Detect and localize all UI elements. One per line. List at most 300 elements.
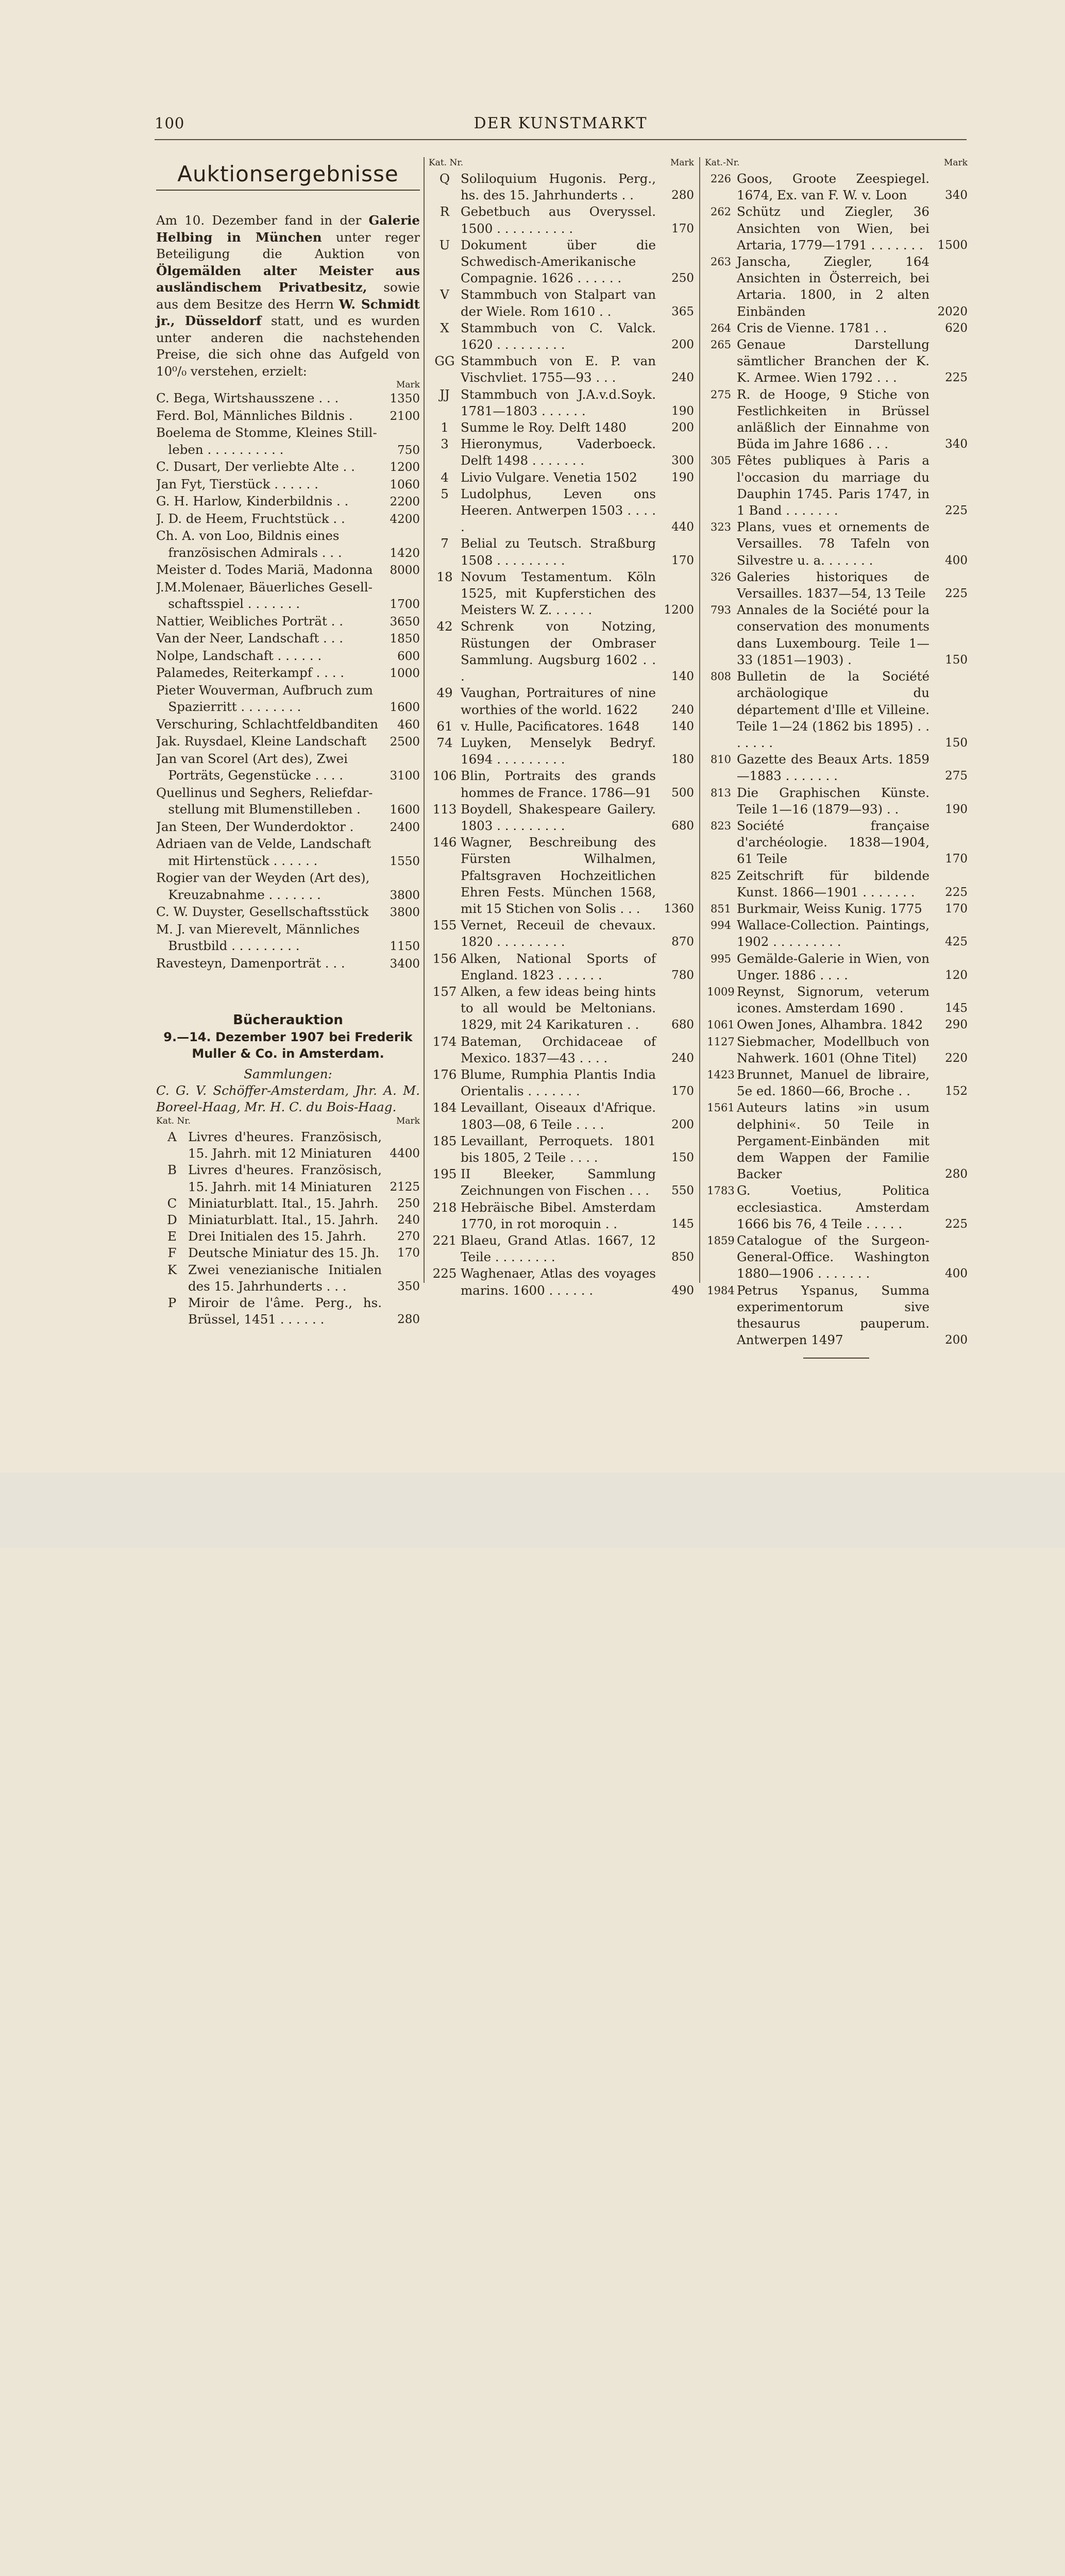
catalog-entry [705, 868, 968, 901]
catalog-entry [705, 984, 968, 1016]
artwork-title: schaftsspiel . . . . . . . [156, 596, 300, 611]
catalog-entry [429, 320, 694, 353]
mark-label: Mark [396, 1116, 420, 1126]
catalog-number: 275 [710, 388, 732, 401]
catalog-number: 174 [432, 1033, 457, 1049]
catalog-number: 18 [436, 569, 453, 584]
artwork-title: G. H. Harlow, Kinderbildnis . . [156, 494, 349, 509]
catalog-entry [429, 569, 694, 619]
catalog-number: 823 [710, 819, 732, 832]
price: 350 [397, 1279, 420, 1293]
catalog-entry [429, 768, 694, 801]
entry-description: Levaillant, Oiseaux d'Afrique. 1803—08, 6 Teile . . . . [461, 1100, 656, 1132]
intro-segment: Galerie Helbing in München [156, 213, 420, 245]
price: 1850 [390, 632, 420, 646]
catalog-entry [429, 801, 694, 834]
price-line [156, 870, 420, 887]
catalog-number: 1859 [707, 1234, 735, 1247]
price: 2200 [390, 495, 420, 509]
price: 1500 [937, 238, 968, 252]
price: 200 [945, 1333, 968, 1347]
catalog-number: X [440, 320, 449, 335]
price-line [156, 733, 420, 751]
entry-description: II Bleeker, Sammlung Zeichnungen von Fischen . . . [461, 1166, 656, 1198]
catalog-entry [429, 685, 694, 718]
catalog-entry [429, 1232, 694, 1265]
entry-description: Livio Vulgare. Venetia 1502 [461, 469, 637, 485]
artwork-title: Van der Neer, Landschaft . . . [156, 631, 343, 646]
catalog-entry [705, 569, 968, 602]
artwork-title: französischen Admirals . . . [156, 545, 342, 560]
entry-description: Belial zu Teutsch. Straßburg 1508 . . . . . . . . . [461, 536, 656, 568]
price: 1150 [390, 940, 420, 953]
artwork-title: leben . . . . . . . . . . [156, 442, 284, 457]
entry-description: Bateman, Orchidaceae of Mexico. 1837—43 . . . . [461, 1033, 656, 1065]
entry-description: Miroir de l'âme. Perg., hs. Brüssel, 1451 . . . . . . [188, 1295, 382, 1327]
catalog-number: 156 [432, 951, 457, 966]
price: 2500 [390, 735, 420, 749]
catalog-number: 155 [432, 918, 457, 933]
price: 2125 [390, 1180, 420, 1194]
end-rule [803, 1358, 869, 1359]
price-line [156, 442, 420, 459]
entry-description: Die Graphischen Künste. Teile 1—16 (1879—93) . . [737, 785, 929, 817]
intro-segment: W. Schmidt jr., Düsseldorf [156, 296, 420, 328]
entry-description: Zwei venezianische Initialen des 15. Jahrhunderts . . . [188, 1262, 382, 1294]
catalog-entries [705, 171, 968, 1348]
intro-segment: statt, und es wurden unter anderen die nachstehenden Preise, die sich ohne das Aufgeld von 10⁰/₀ verstehen, erzielt: [156, 313, 420, 379]
catalog-entry [705, 452, 968, 519]
catalog-number: 74 [436, 735, 453, 750]
price: 140 [671, 719, 694, 733]
catalog-entry [705, 1016, 968, 1033]
journal-title: DER KUNSTMARKT [474, 114, 648, 132]
price: 120 [945, 968, 968, 982]
catalog-entry [705, 917, 968, 950]
catalog-number: 1423 [707, 1068, 735, 1081]
entry-description: Stammbuch von C. Valck. 1620 . . . . . . . . . [461, 320, 656, 352]
entry-description: Owen Jones, Alhambra. 1842 [737, 1017, 923, 1032]
catalog-entry [429, 353, 694, 386]
artwork-title: mit Hirtenstück . . . . . . [156, 853, 318, 868]
catalog-number: 1009 [707, 985, 735, 998]
catalog-number: B [167, 1162, 177, 1178]
catalog-number: 221 [432, 1233, 457, 1248]
price: 3800 [390, 888, 420, 902]
artwork-title: Adriaen van de Velde, Landschaft [156, 836, 371, 851]
price: 170 [671, 1084, 694, 1098]
catalog-entry [705, 785, 968, 818]
catalog-number: 1 [441, 420, 449, 435]
catalog-number: 3 [441, 436, 449, 452]
catalog-number: V [440, 287, 449, 302]
price: 220 [945, 1051, 968, 1065]
price: 180 [671, 753, 694, 767]
column-1 [156, 161, 420, 1328]
entry-description: Stammbuch von J.A.v.d.Soyk. 1781—1803 . . . . . . [461, 386, 656, 418]
catalog-number: 994 [710, 919, 732, 932]
price-line [156, 511, 420, 528]
catalog-number: 808 [710, 670, 732, 683]
price: 280 [397, 1313, 420, 1327]
catalog-entry [705, 818, 968, 868]
catalog-entry [705, 1033, 968, 1066]
catalog-number: 793 [710, 604, 732, 617]
entry-description: Livres d'heures. Französisch, 15. Jahrh. mit 12 Miniaturen [188, 1129, 382, 1161]
price: 150 [671, 1150, 694, 1164]
price-line [156, 716, 420, 734]
price: 1420 [390, 546, 420, 560]
price-line [156, 630, 420, 648]
entry-description: Drei Initialen des 15. Jahrh. [188, 1229, 366, 1244]
catalog-number: 1561 [707, 1101, 735, 1114]
price: 280 [671, 189, 694, 202]
price: 240 [671, 1051, 694, 1065]
price-line [156, 921, 420, 938]
artwork-title: Boelema de Stomme, Kleines Still- [156, 425, 377, 440]
catalog-entry [429, 469, 694, 486]
catalog-number: 1984 [707, 1284, 735, 1297]
entry-description: Fêtes publiques à Paris a l'occasion du marriage du Dauphin 1745. Paris 1747, in 1 Band . . . . . . . [737, 453, 929, 518]
price: 170 [945, 902, 968, 916]
price: 140 [671, 670, 694, 684]
price: 1350 [390, 392, 420, 405]
artwork-title: J.M.Molenaer, Bäuerliches Gesell- [156, 579, 373, 595]
price: 3800 [390, 906, 420, 919]
price: 225 [945, 371, 968, 385]
entry-description: Wagner, Beschreibung des Fürsten Wilhalmen, Pfaltsgraven Hochzeitlichen Ehren Fests. München 1568, mit 15 Stichen von Solis . . . [461, 835, 656, 916]
artwork-title: Nolpe, Landschaft . . . . . . [156, 648, 322, 663]
artwork-title: Meister d. Todes Mariä, Madonna [156, 562, 373, 577]
catalog-number: 226 [710, 173, 732, 185]
artwork-title: M. J. van Mierevelt, Männliches [156, 921, 360, 937]
catalog-entry [705, 602, 968, 668]
entry-description: Stammbuch von Stalpart van der Wiele. Rom 1610 . . [461, 287, 656, 319]
entry-description: Gazette des Beaux Arts. 1859—1883 . . . . . . . [737, 752, 929, 784]
catalog-number: 218 [432, 1199, 457, 1215]
collections-label: Sammlungen: [244, 1066, 332, 1081]
column-3 [705, 157, 968, 1359]
price: 2020 [937, 304, 968, 318]
price-line [156, 596, 420, 613]
catalog-entry [705, 1232, 968, 1282]
catalog-number: 810 [710, 753, 732, 766]
catalog-entry [705, 171, 968, 204]
catalog-entry [705, 1099, 968, 1182]
price: 145 [671, 1217, 694, 1231]
price: 225 [945, 1217, 968, 1231]
entry-description: Alken, National Sports of England. 1823 . . . . . . [461, 951, 656, 982]
price: 1700 [390, 598, 420, 611]
price-line [156, 819, 420, 836]
artwork-title: C. Bega, Wirtshausszene . . . [156, 391, 339, 405]
price-line [156, 579, 420, 596]
price: 490 [671, 1283, 694, 1297]
kat-nr-label: Kat. Nr. [429, 158, 464, 168]
price: 190 [671, 404, 694, 418]
artwork-title: Jak. Ruysdael, Kleine Landschaft [156, 734, 367, 749]
catalog-entry [705, 951, 968, 984]
price: 225 [945, 587, 968, 601]
catalog-entry [156, 1245, 420, 1261]
catalog-number: 7 [441, 536, 449, 551]
catalog-number: 184 [432, 1100, 457, 1115]
price: 1600 [390, 803, 420, 817]
catalog-number: E [167, 1229, 177, 1244]
entry-description: Annales de la Société pour la conservation des monuments dans Luxembourg. Teile 1—33 (1851—1903) . [737, 602, 929, 667]
price-line [156, 938, 420, 955]
entry-description: Burkmair, Weiss Kunig. 1775 [737, 901, 922, 916]
entry-description: Deutsche Miniatur des 15. Jh. [188, 1245, 380, 1261]
price: 200 [671, 421, 694, 435]
price: 3400 [390, 957, 420, 971]
catalog-entry [429, 286, 694, 319]
catalog-entry [429, 237, 694, 287]
entry-description: Gebetbuch aus Overyssel. 1500 . . . . . . . . . . [461, 204, 656, 236]
entry-description: Boydell, Shakespeare Gailery. 1803 . . . . . . . . . [461, 801, 656, 833]
catalog-number: 5 [441, 486, 449, 501]
catalog-number: 42 [436, 619, 453, 634]
catalog-entry [429, 486, 694, 536]
catalog-number: 262 [710, 206, 732, 218]
running-header [155, 111, 967, 138]
catalog-number: Q [439, 171, 450, 186]
price: 3100 [390, 769, 420, 783]
entry-description: Summe le Roy. Delft 1480 [461, 420, 627, 435]
price: 750 [397, 443, 420, 457]
price-line [156, 425, 420, 442]
entry-description: Hieronymus, Vaderboeck. Delft 1498 . . . . . . . [461, 436, 656, 468]
header-rule [155, 139, 967, 140]
price-line [156, 801, 420, 819]
section-title: Auktionsergebnisse [156, 161, 420, 191]
artwork-title: C. W. Duyster, Gesellschaftsstück [156, 904, 369, 919]
catalog-number: JJ [439, 386, 450, 402]
entry-description: Alken, a few ideas being hints to all would be Meltonians. 1829, mit 24 Karikaturen . . [461, 984, 656, 1032]
catalog-number: 185 [432, 1133, 457, 1148]
price: 1600 [390, 701, 420, 714]
catalog-entry [705, 668, 968, 751]
artwork-title: J. D. de Heem, Fruchtstück . . [156, 511, 345, 526]
catalog-entry [429, 419, 694, 436]
price-line [156, 665, 420, 682]
viewer-footer [0, 1472, 1065, 1548]
catalog-number: 263 [710, 256, 732, 268]
catalog-number: 4 [441, 469, 449, 485]
entry-description: Catalogue of the Surgeon-General-Office. Washington 1880—1906 . . . . . . . [737, 1233, 929, 1281]
entry-description: Plans, vues et ornements de Versailles. 78 Tafeln von Silvestre u. a. . . . . . . [737, 519, 929, 568]
price: 425 [945, 935, 968, 949]
entry-description: Levaillant, Perroquets. 1801 bis 1805, 2 Teile . . . . [461, 1133, 656, 1165]
catalog-entry [429, 984, 694, 1033]
entry-description: Miniaturblatt. Ital., 15. Jahrh. [188, 1195, 379, 1211]
entry-description: Wallace-Collection. Paintings, 1902 . . . . . . . . . [737, 918, 929, 950]
catalog-entry [429, 535, 694, 568]
price: 1550 [390, 854, 420, 868]
price: 2100 [390, 409, 420, 423]
price-line [156, 767, 420, 785]
entry-description: R. de Hooge, 9 Stiche von Festlichkeiten in Brüssel anläßlich der Einnahme von Büda im Jahre 1686 . . . [737, 386, 929, 452]
entry-description: Reynst, Signorum, veterum icones. Amsterdam 1690 . [737, 984, 929, 1016]
price: 300 [671, 454, 694, 468]
catalog-entry [705, 519, 968, 569]
entry-description: Genaue Darstellung sämtlicher Branchen der K. K. Armee. Wien 1792 . . . [737, 337, 929, 385]
artwork-title: Jan van Scorel (Art des), Zwei [156, 751, 348, 766]
price: 600 [397, 649, 420, 663]
catalog-entry [705, 901, 968, 917]
price-line [156, 751, 420, 768]
artwork-title: Porträts, Gegenstücke . . . . [156, 768, 344, 783]
price: 680 [671, 819, 694, 833]
price: 500 [671, 786, 694, 800]
book-auction-heading: Bücherauktion [233, 1012, 343, 1028]
entry-description: Siebmacher, Modellbuch von Nahwerk. 1601 (Ohne Titel) [737, 1033, 929, 1065]
catalog-number: R [439, 204, 450, 219]
catalog-entry [429, 1199, 694, 1232]
price: 680 [671, 1018, 694, 1032]
price: 850 [671, 1250, 694, 1264]
price: 440 [671, 520, 694, 534]
catalog-entry [429, 1133, 694, 1166]
intro-segment: Ölgemälden alter Meister aus ausländischem Privatbesitz, [156, 263, 420, 295]
entry-description: Vernet, Receuil de chevaux. 1820 . . . . . . . . . [461, 918, 656, 950]
kat-nr-label: Kat. Nr. [156, 1116, 191, 1126]
catalog-number: 264 [710, 321, 732, 334]
catalog-entry [429, 951, 694, 984]
price: 4400 [390, 1147, 420, 1161]
entry-description: Blin, Portraits des grands hommes de France. 1786—91 [461, 768, 656, 800]
artwork-title: Nattier, Weibliches Porträt . . [156, 613, 344, 629]
catalog-entry [156, 1195, 420, 1212]
catalog-number: F [167, 1245, 177, 1261]
price: 152 [945, 1084, 968, 1098]
entry-description: v. Hulle, Pacificatores. 1648 [461, 718, 639, 734]
catalog-number: 851 [710, 902, 732, 915]
price: 240 [671, 703, 694, 717]
entry-description: G. Voetius, Politica ecclesiastica. Amsterdam 1666 bis 76, 4 Teile . . . . . [737, 1183, 929, 1231]
price: 150 [945, 653, 968, 667]
catalog-entry [429, 171, 694, 204]
price: 400 [945, 553, 968, 567]
price: 1000 [390, 667, 420, 680]
price: 240 [397, 1213, 420, 1227]
intro-segment: unter reger Beteiligung die Auktion von [156, 229, 420, 261]
price: 2400 [390, 820, 420, 834]
price: 170 [671, 222, 694, 235]
catalog-number: 1127 [707, 1035, 735, 1048]
catalog-number: 225 [432, 1266, 457, 1281]
artwork-title: Rogier van der Weyden (Art des), [156, 870, 370, 885]
collections-list: C. G. V. Schöffer-Amsterdam, Jhr. A. M. Boreel-Haag, Mr. H. C. du Bois-Haag. [156, 1083, 420, 1114]
catalog-number: D [167, 1212, 177, 1228]
entry-description: Blume, Rumphia Plantis India Orientalis . . . . . . . [461, 1066, 656, 1099]
entry-description: Livres d'heures. Französisch, 15. Jahrh. mit 14 Miniaturen [188, 1162, 382, 1194]
price: 275 [945, 769, 968, 783]
catalog-entry [429, 1166, 694, 1199]
price: 1200 [390, 461, 420, 474]
entry-description: Luyken, Menselyk Bedryf. 1694 . . . . . . . . . [461, 735, 656, 767]
catalog-entry [429, 618, 694, 685]
catalog-entry [156, 1295, 420, 1328]
entry-description: Miniaturblatt. Ital., 15. Jahrh. [188, 1212, 379, 1228]
price: 1200 [664, 603, 694, 617]
entry-description: Petrus Yspanus, Summa experimentorum sive thesaurus pauperum. Antwerpen 1497 [737, 1282, 929, 1348]
price-line [156, 390, 420, 408]
price-line [156, 682, 420, 699]
page-number: 100 [155, 114, 185, 132]
catalog-number: K [167, 1262, 177, 1277]
catalog-number: 195 [432, 1166, 457, 1182]
catalog-entry [156, 1228, 420, 1245]
catalog-number: 106 [432, 768, 457, 784]
entry-description: Zeitschrift für bildende Kunst. 1866—1901 . . . . . . . [737, 868, 929, 900]
catalog-number: 1061 [707, 1019, 735, 1031]
catalog-entry [429, 1099, 694, 1132]
catalog-entry [429, 204, 694, 236]
price: 225 [945, 504, 968, 518]
catalog-entry [156, 1129, 420, 1162]
entry-description: Société française d'archéologie. 1838—1904, 61 Teile [737, 818, 929, 867]
catalog-entry [429, 1066, 694, 1099]
price-line [156, 853, 420, 870]
price-line [156, 545, 420, 562]
artwork-title: Pieter Wouverman, Aufbruch zum [156, 682, 373, 698]
price: 240 [671, 371, 694, 385]
entry-description: Auteurs latins »in usum delphini«. 50 Teile in Pergament-Einbänden mit dem Wappen der Familie Backer [737, 1100, 929, 1182]
catalog-entry [705, 204, 968, 253]
book-auction-subheading: 9.—14. Dezember 1907 bei Frederik Muller & Co. in Amsterdam. [163, 1030, 413, 1061]
price: 250 [397, 1196, 420, 1210]
price: 290 [945, 1018, 968, 1032]
artwork-title: Brustbild . . . . . . . . . [156, 938, 300, 953]
price: 340 [945, 437, 968, 451]
catalog-entry [156, 1262, 420, 1295]
price: 170 [945, 852, 968, 866]
price-line [156, 785, 420, 802]
price: 780 [671, 968, 694, 982]
catalog-number: 146 [432, 835, 457, 850]
entry-description: Blaeu, Grand Atlas. 1667, 12 Teile . . . . . . . . [461, 1233, 656, 1265]
price: 8000 [390, 564, 420, 577]
catalog-entry [705, 751, 968, 784]
catalog-entry [429, 718, 694, 735]
artwork-title: stellung mit Blumenstilleben . [156, 802, 361, 817]
price: 1060 [390, 478, 420, 492]
price: 340 [945, 189, 968, 202]
price: 200 [671, 338, 694, 352]
price: 190 [945, 802, 968, 816]
price-line [156, 904, 420, 921]
catalog-number: 157 [432, 984, 457, 999]
mark-label: Mark [670, 158, 694, 168]
price-line [156, 887, 420, 904]
catalog-entry [429, 386, 694, 419]
catalog-number: 326 [710, 570, 732, 583]
entry-description: Bulletin de la Société archäologique du département d'Ille et Villeine. Teile 1—24 (1862 bis 1895) . . . . . . . [737, 669, 929, 750]
price-line [156, 476, 420, 494]
price-line [156, 648, 420, 665]
price-line [156, 408, 420, 425]
artwork-title: Ravesteyn, Damenporträt . . . [156, 955, 345, 971]
entry-description: Vaughan, Portraitures of nine worthies of the world. 1622 [461, 685, 656, 717]
price: 270 [397, 1230, 420, 1244]
price: 4200 [390, 512, 420, 526]
intro-segment: sowie aus dem Besitze des Herrn [156, 280, 420, 312]
artwork-title: Kreuzabnahme . . . . . . . [156, 887, 321, 902]
price: 250 [671, 272, 694, 285]
column-2 [429, 157, 694, 1299]
intro-segment: Am 10. Dezember fand in der [156, 213, 369, 228]
